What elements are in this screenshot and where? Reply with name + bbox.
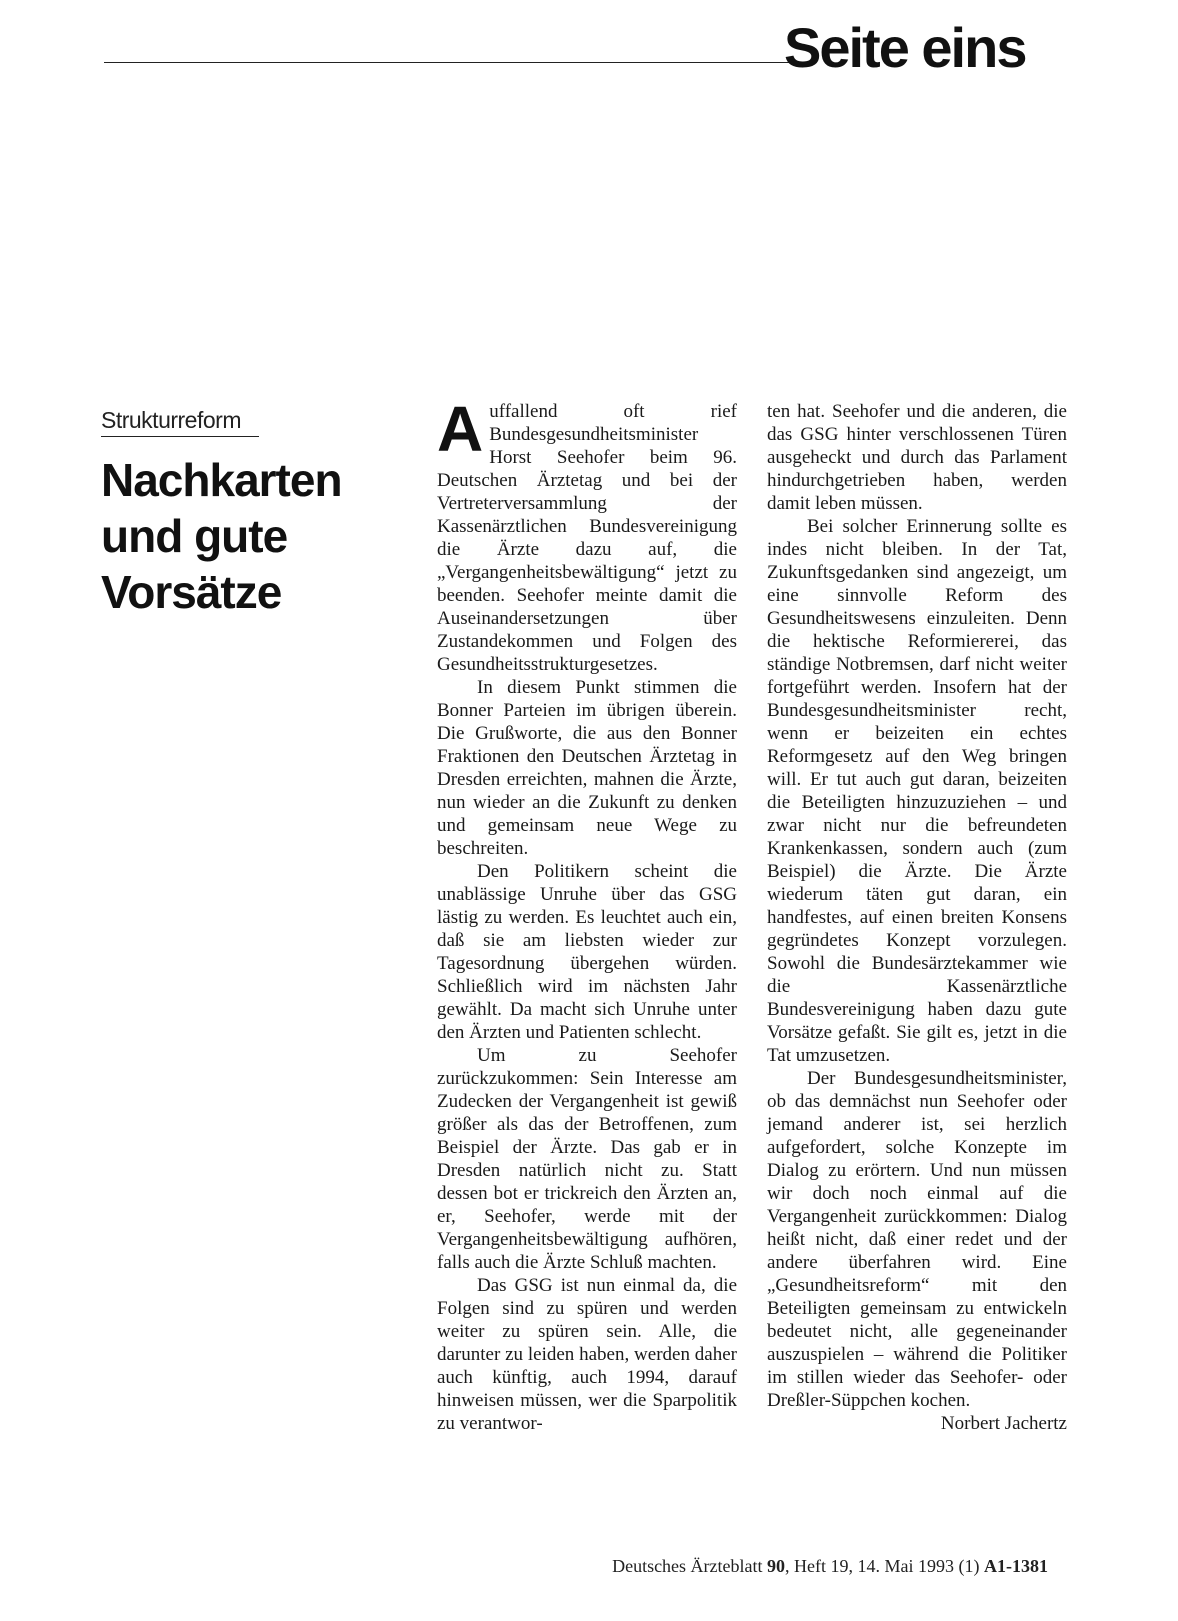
journal-volume: 90	[767, 1556, 786, 1576]
article-paragraph: Den Politikern scheint die unablässige Unruhe über das GSG lästig zu werden. Es leuchtet auch ein, daß sie am liebsten wieder zur Tagesordnung übergehen würden. Schließlich wird im nächsten Jahr gewählt. Da macht sich Unruhe unter den Ärzten und Patienten schlecht.	[437, 861, 737, 1043]
header-rule	[104, 62, 792, 63]
article-paragraph: Der Bundesgesundheitsminister, ob das demnächst nun Seehofer oder jemand anderer ist, sei herzlich aufgefordert, solche Konzepte im Dialog zu erörtern. Und nun müssen wir doch noch einmal auf die Vergangenheit zurückkommen: Dialog heißt nicht, daß einer redet und der andere überfahren wird. Eine „Gesundheitsreform“ mit den Beteiligten gemeinsam zu entwickeln bedeutet nicht, alle gegeneinander auszuspielen – während die Politiker im stillen wieder das Seehofer- oder Dreßler-Süppchen kochen.	[767, 1068, 1067, 1411]
article-column-2	[767, 400, 1067, 1435]
page-footer	[555, 1556, 1048, 1577]
issue-date: , Heft 19, 14. Mai 1993 (1)	[785, 1556, 980, 1576]
author-name: Norbert Jachertz	[940, 1413, 1067, 1434]
headline-line: und gute	[101, 510, 288, 562]
headline-line: Vorsätze	[101, 566, 282, 618]
article-paragraph: Auffallend oft rief Bundesgesundheitsminister Horst Seehofer beim 96. Deutschen Ärztetag und bei der Vertreterversammlung der Kassenärztlichen Bundesvereinigung die Ärzte dazu auf, die „Vergangenheitsbewältigung“ jetzt zu beenden. Seehofer meinte damit die Auseinandersetzungen über Zustandekommen und Folgen des Gesundheitsstrukturgesetzes.	[437, 393, 737, 675]
author-signoff	[767, 1412, 1067, 1435]
section-title: Seite eins	[784, 16, 1026, 79]
drop-cap: A	[437, 393, 484, 465]
article-paragraph: Das GSG ist nun einmal da, die Folgen sind zu spüren und werden weiter zu spüren sein. Alle, die darunter zu leiden haben, werden daher auch künftig, auch 1994, darauf hinweisen müssen, wer die Sparpolitik zu verantwor-	[437, 1275, 737, 1434]
page-number: A1-1381	[984, 1556, 1048, 1576]
article-paragraph: In diesem Punkt stimmen die Bonner Parteien im übrigen überein. Die Grußworte, die aus den Bonner Fraktionen den Deutschen Ärztetag in Dresden erreichten, mahnen die Ärzte, nun wieder an die Zukunft zu denken und gemeinsam neue Wege zu beschreiten.	[437, 677, 737, 859]
article-paragraph: Um zu Seehofer zurückzukommen: Sein Interesse am Zudecken der Vergangenheit ist gewiß größer als das der Betroffenen, zum Beispiel der Ärzte. Das gab er in Dresden natürlich nicht zu. Statt dessen bot er trickreich den Ärzten an, er, Seehofer, werde mit der Vergangenheitsbewältigung aufhören, falls auch die Ärzte Schluß machten.	[437, 1045, 737, 1273]
article-paragraph: ten hat. Seehofer und die anderen, die das GSG hinter verschlossenen Türen ausgeheckt und durch das Parlament hindurchgetrieben haben, werden damit leben müssen.	[767, 401, 1067, 514]
journal-name: Deutsches Ärzteblatt	[612, 1556, 763, 1576]
article-paragraph: Bei solcher Erinnerung sollte es indes nicht bleiben. In der Tat, Zukunftsgedanken sind angezeigt, um eine sinnvolle Reform des Gesundheitswesens einzuleiten. Denn die hektische Reformiererei, das ständige Notbremsen, darf nicht weiter fortgeführt werden. Insofern hat der Bundesgesundheitsminister recht, wenn er beizeiten ein echtes Reformgesetz auf den Weg bringen will. Er tut auch gut daran, beizeiten die Beteiligten hinzuzuziehen – und zwar nicht nur die befreundeten Krankenkassen, sondern auch (zum Beispiel) die Ärzte. Die Ärzte wiederum täten gut daran, ein handfestes, auf einen breiten Konsens gegründetes Konzept vorzulegen. Sowohl die Bundesärztekammer wie die Kassenärztliche Bundesvereinigung haben dazu gute Vorsätze gefaßt. Sie gilt es, jetzt in die Tat umzusetzen.	[767, 516, 1067, 1066]
article-column-1	[437, 393, 737, 1435]
headline-line: Nachkarten	[101, 454, 342, 506]
article-kicker: Strukturreform	[101, 408, 259, 437]
article-headline	[101, 452, 421, 620]
